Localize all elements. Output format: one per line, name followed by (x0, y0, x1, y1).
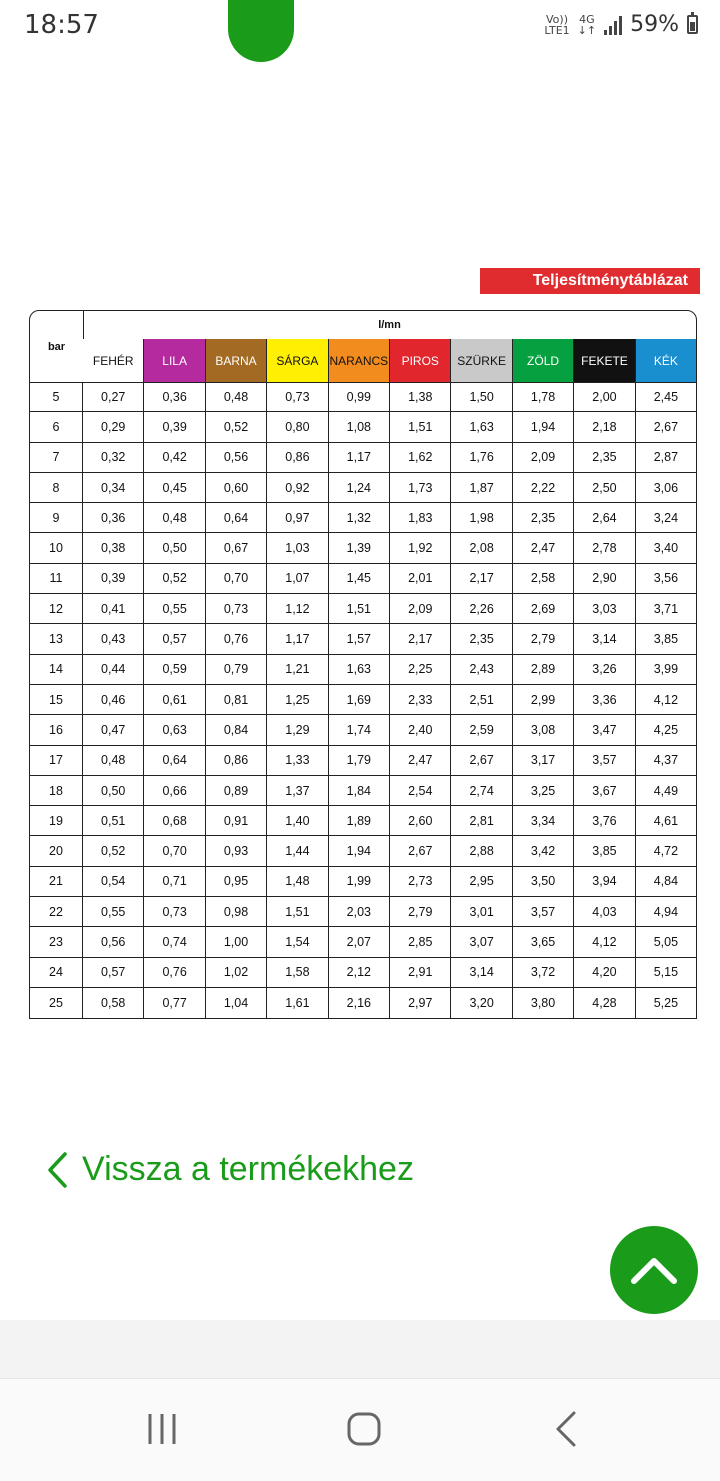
value-cell: 1,44 (267, 836, 328, 865)
column-header: BARNA (206, 339, 267, 382)
value-cell: 1,58 (267, 958, 328, 987)
value-cell: 2,22 (513, 473, 574, 502)
value-cell: 0,55 (83, 897, 144, 926)
value-cell: 3,72 (513, 958, 574, 987)
battery-icon (687, 15, 698, 34)
bar-cell: 12 (30, 594, 83, 623)
value-cell: 0,97 (267, 503, 328, 532)
value-cell: 1,51 (329, 594, 390, 623)
unit-header: l/mn (83, 311, 696, 340)
value-cell: 0,50 (144, 533, 205, 562)
bar-cell: 18 (30, 776, 83, 805)
chevron-left-icon (46, 1151, 68, 1189)
bar-cell: 5 (30, 382, 83, 411)
network-type-icon (578, 14, 596, 36)
column-headers (83, 339, 696, 383)
value-cell: 3,85 (574, 836, 635, 865)
value-cell: 1,17 (329, 443, 390, 472)
value-cell: 0,44 (83, 655, 144, 684)
value-cell: 3,94 (574, 867, 635, 896)
column-header: PIROS (390, 339, 451, 382)
value-cell: 2,07 (329, 927, 390, 956)
value-cell: 0,46 (83, 685, 144, 714)
value-cell: 2,74 (451, 776, 512, 805)
status-time: 18:57 (24, 10, 99, 40)
value-cell: 2,25 (390, 655, 451, 684)
battery-percent: 59% (630, 12, 679, 37)
value-cell: 0,54 (83, 867, 144, 896)
value-cell: 3,34 (513, 806, 574, 835)
value-cell: 2,45 (653, 389, 679, 404)
bar-cell: 21 (30, 867, 83, 896)
value-cell: 0,86 (206, 746, 267, 775)
value-cell: 3,07 (451, 927, 512, 956)
value-cell: 3,67 (574, 776, 635, 805)
back-button[interactable] (548, 1409, 584, 1449)
value-cell: 0,99 (329, 382, 390, 411)
value-cell: 1,51 (267, 897, 328, 926)
value-cell: 4,72 (653, 844, 679, 859)
value-cell: 2,16 (329, 988, 390, 1018)
value-cell: 0,74 (144, 927, 205, 956)
value-cell: 3,06 (653, 480, 679, 495)
partial-green-circle (228, 0, 294, 62)
column-header: SZÜRKE (451, 339, 512, 382)
value-cell: 0,38 (83, 533, 144, 562)
value-cell: 0,70 (206, 564, 267, 593)
value-cell: 2,40 (390, 715, 451, 744)
value-cell: 0,86 (267, 443, 328, 472)
value-cell: 2,79 (390, 897, 451, 926)
status-bar (0, 0, 720, 52)
value-cell: 4,12 (653, 692, 679, 707)
value-cell: 0,48 (83, 746, 144, 775)
value-cell: 2,47 (513, 533, 574, 562)
value-cell: 0,52 (144, 564, 205, 593)
value-cell: 0,56 (206, 443, 267, 472)
value-cell: 2,09 (390, 594, 451, 623)
value-cell: 3,57 (513, 897, 574, 926)
column-header: ZÖLD (513, 339, 574, 382)
value-cell: 2,17 (451, 564, 512, 593)
value-cell: 3,03 (574, 594, 635, 623)
recents-button[interactable] (140, 1409, 184, 1449)
value-cell: 0,51 (83, 806, 144, 835)
value-cell: 2,81 (451, 806, 512, 835)
value-cell: 0,68 (144, 806, 205, 835)
home-button[interactable] (342, 1409, 386, 1449)
table-row (30, 382, 696, 412)
value-cell: 3,14 (451, 958, 512, 987)
value-cell: 0,48 (144, 503, 205, 532)
value-cell: 0,52 (206, 412, 267, 441)
value-cell: 1,08 (329, 412, 390, 441)
value-cell: 2,88 (451, 836, 512, 865)
value-cell: 0,92 (267, 473, 328, 502)
value-cell: 0,76 (206, 624, 267, 653)
value-cell: 0,57 (144, 624, 205, 653)
value-cell: 0,64 (144, 746, 205, 775)
table-row (30, 836, 696, 866)
chevron-up-icon (630, 1255, 678, 1285)
system-nav-bar (0, 1378, 720, 1481)
value-cell: 1,83 (390, 503, 451, 532)
value-cell: 0,95 (206, 867, 267, 896)
table-row (30, 927, 696, 957)
value-cell: 2,33 (390, 685, 451, 714)
bar-cell: 20 (30, 836, 83, 865)
value-cell: 2,60 (390, 806, 451, 835)
table-row (30, 685, 696, 715)
value-cell: 1,17 (267, 624, 328, 653)
value-cell: 1,63 (451, 412, 512, 441)
value-cell: 0,64 (206, 503, 267, 532)
column-header: KÉK (636, 339, 696, 382)
value-cell: 2,79 (513, 624, 574, 653)
value-cell: 1,61 (267, 988, 328, 1018)
value-cell: 3,80 (513, 988, 574, 1018)
value-cell: 2,99 (513, 685, 574, 714)
value-cell: 1,02 (206, 958, 267, 987)
value-cell: 0,42 (144, 443, 205, 472)
column-header: LILA (144, 339, 205, 382)
scroll-to-top-button[interactable] (610, 1226, 698, 1314)
value-cell: 0,36 (83, 503, 144, 532)
value-cell: 3,25 (513, 776, 574, 805)
value-cell: 0,52 (83, 836, 144, 865)
table-row (30, 776, 696, 806)
value-cell: 2,73 (390, 867, 451, 896)
table-row (30, 715, 696, 745)
value-cell: 2,54 (390, 776, 451, 805)
value-cell: 1,00 (206, 927, 267, 956)
value-cell: 1,50 (451, 382, 512, 411)
value-cell: 1,45 (329, 564, 390, 593)
value-cell: 2,51 (451, 685, 512, 714)
bar-cell: 6 (30, 412, 83, 441)
table-row (30, 564, 696, 594)
value-cell: 1,40 (267, 806, 328, 835)
value-cell: 0,66 (144, 776, 205, 805)
value-cell: 4,37 (653, 753, 679, 768)
value-cell: 2,18 (574, 412, 635, 441)
value-cell: 0,34 (83, 473, 144, 502)
value-cell: 0,79 (206, 655, 267, 684)
bar-cell: 9 (30, 503, 83, 532)
column-header: FEKETE (574, 339, 635, 382)
value-cell: 0,81 (206, 685, 267, 714)
value-cell: 0,29 (83, 412, 144, 441)
value-cell: 4,84 (653, 874, 679, 889)
value-cell: 0,61 (144, 685, 205, 714)
recents-icon (145, 1412, 179, 1446)
table-row (30, 655, 696, 685)
value-cell: 1,63 (329, 655, 390, 684)
table-banner (480, 268, 700, 294)
value-cell: 2,78 (574, 533, 635, 562)
value-cell: 1,94 (513, 412, 574, 441)
value-cell: 0,39 (144, 412, 205, 441)
value-cell: 1,39 (329, 533, 390, 562)
table-row (30, 594, 696, 624)
value-cell: 2,26 (451, 594, 512, 623)
value-cell: 2,89 (513, 655, 574, 684)
value-cell: 3,20 (451, 988, 512, 1018)
value-cell: 0,39 (83, 564, 144, 593)
value-cell: 3,47 (574, 715, 635, 744)
table-row (30, 746, 696, 776)
value-cell: 0,41 (83, 594, 144, 623)
table-row (30, 443, 696, 473)
value-cell: 0,71 (144, 867, 205, 896)
value-cell: 2,35 (574, 443, 635, 472)
volte-top: Vo)) (546, 12, 568, 26)
value-cell: 3,17 (513, 746, 574, 775)
bar-cell: 22 (30, 897, 83, 926)
value-cell: 1,32 (329, 503, 390, 532)
table-row (30, 503, 696, 533)
value-cell: 4,25 (653, 722, 679, 737)
value-cell: 0,84 (206, 715, 267, 744)
value-cell: 1,07 (267, 564, 328, 593)
value-cell: 3,71 (653, 601, 679, 616)
value-cell: 0,32 (83, 443, 144, 472)
value-cell: 0,45 (144, 473, 205, 502)
value-cell: 0,59 (144, 655, 205, 684)
value-cell: 0,57 (83, 958, 144, 987)
value-cell: 2,08 (451, 533, 512, 562)
value-cell: 1,33 (267, 746, 328, 775)
value-cell: 3,76 (574, 806, 635, 835)
value-cell: 1,89 (329, 806, 390, 835)
value-cell: 1,73 (390, 473, 451, 502)
value-cell: 1,87 (451, 473, 512, 502)
banner-title: Teljesítménytáblázat (532, 272, 688, 289)
value-cell: 0,48 (206, 382, 267, 411)
value-cell: 4,49 (653, 783, 679, 798)
value-cell: 2,90 (574, 564, 635, 593)
page-footer (0, 1320, 720, 1378)
value-cell: 2,58 (513, 564, 574, 593)
value-cell: 2,91 (390, 958, 451, 987)
table-row (30, 806, 696, 836)
value-cell: 2,35 (451, 624, 512, 653)
value-cell: 3,42 (513, 836, 574, 865)
bar-cell: 11 (30, 564, 83, 593)
back-icon (554, 1411, 578, 1447)
value-cell: 3,36 (574, 685, 635, 714)
value-cell: 2,67 (390, 836, 451, 865)
value-cell: 1,94 (329, 836, 390, 865)
value-cell: 0,73 (206, 594, 267, 623)
value-cell: 1,12 (267, 594, 328, 623)
value-cell: 0,77 (144, 988, 205, 1018)
performance-table (29, 310, 697, 1019)
value-cell: 0,27 (83, 382, 144, 411)
column-header: SÁRGA (267, 339, 328, 382)
bar-cell: 13 (30, 624, 83, 653)
value-cell: 1,51 (390, 412, 451, 441)
table-row (30, 473, 696, 503)
value-cell: 0,36 (144, 382, 205, 411)
value-cell: 3,14 (574, 624, 635, 653)
value-cell: 0,76 (144, 958, 205, 987)
value-cell: 2,17 (390, 624, 451, 653)
value-cell: 4,03 (574, 897, 635, 926)
value-cell: 5,05 (653, 934, 679, 949)
value-cell: 1,78 (513, 382, 574, 411)
network-bottom: ↓↑ (577, 23, 597, 37)
value-cell: 0,55 (144, 594, 205, 623)
value-cell: 1,99 (329, 867, 390, 896)
value-cell: 1,62 (390, 443, 451, 472)
value-cell: 3,01 (451, 897, 512, 926)
table-row (30, 897, 696, 927)
value-cell: 3,65 (513, 927, 574, 956)
value-cell: 1,29 (267, 715, 328, 744)
value-cell: 2,43 (451, 655, 512, 684)
signal-icon (604, 15, 622, 35)
value-cell: 3,57 (574, 746, 635, 775)
bar-cell: 24 (30, 958, 83, 987)
bar-cell: 16 (30, 715, 83, 744)
bar-cell: 25 (30, 988, 83, 1018)
value-cell: 3,56 (653, 571, 679, 586)
value-cell: 3,24 (653, 510, 679, 525)
value-cell: 1,57 (329, 624, 390, 653)
value-cell: 2,12 (329, 958, 390, 987)
value-cell: 3,40 (653, 541, 679, 556)
value-cell: 4,12 (574, 927, 635, 956)
table-row (30, 958, 696, 988)
value-cell: 2,00 (574, 382, 635, 411)
table-row (30, 412, 696, 442)
value-cell: 1,25 (267, 685, 328, 714)
value-cell: 2,35 (513, 503, 574, 532)
value-cell: 0,91 (206, 806, 267, 835)
home-icon (346, 1411, 382, 1447)
bar-header: bar (30, 311, 84, 383)
value-cell: 0,50 (83, 776, 144, 805)
bar-cell: 19 (30, 806, 83, 835)
table-row (30, 988, 696, 1018)
value-cell: 1,21 (267, 655, 328, 684)
value-cell: 1,98 (451, 503, 512, 532)
value-cell: 2,67 (653, 419, 679, 434)
value-cell: 1,48 (267, 867, 328, 896)
value-cell: 1,69 (329, 685, 390, 714)
table-row (30, 533, 696, 563)
value-cell: 5,25 (653, 996, 679, 1011)
table-row (30, 867, 696, 897)
bar-cell: 7 (30, 443, 83, 472)
value-cell: 1,37 (267, 776, 328, 805)
status-icons (544, 12, 698, 37)
value-cell: 0,93 (206, 836, 267, 865)
back-to-products-link[interactable] (46, 1150, 414, 1189)
value-cell: 0,60 (206, 473, 267, 502)
value-cell: 1,74 (329, 715, 390, 744)
value-cell: 0,67 (206, 533, 267, 562)
volte-bottom: LTE1 (544, 23, 570, 37)
value-cell: 1,03 (267, 533, 328, 562)
value-cell: 2,97 (390, 988, 451, 1018)
value-cell: 1,84 (329, 776, 390, 805)
value-cell: 1,04 (206, 988, 267, 1018)
bar-cell: 8 (30, 473, 83, 502)
value-cell: 2,69 (513, 594, 574, 623)
value-cell: 0,73 (267, 382, 328, 411)
value-cell: 0,70 (144, 836, 205, 865)
value-cell: 3,26 (574, 655, 635, 684)
value-cell: 0,73 (144, 897, 205, 926)
value-cell: 2,09 (513, 443, 574, 472)
value-cell: 2,85 (390, 927, 451, 956)
value-cell: 2,03 (329, 897, 390, 926)
value-cell: 4,28 (574, 988, 635, 1018)
value-cell: 2,01 (390, 564, 451, 593)
value-cell: 0,98 (206, 897, 267, 926)
column-header: FEHÉR (83, 339, 144, 382)
value-cell: 0,80 (267, 412, 328, 441)
value-cell: 3,99 (653, 662, 679, 677)
value-cell: 4,61 (653, 813, 679, 828)
value-cell: 2,59 (451, 715, 512, 744)
value-cell: 1,24 (329, 473, 390, 502)
value-cell: 1,79 (329, 746, 390, 775)
table-row (30, 624, 696, 654)
value-cell: 0,47 (83, 715, 144, 744)
value-cell: 4,20 (574, 958, 635, 987)
back-link-label: Vissza a termékekhez (82, 1150, 414, 1188)
bar-cell: 14 (30, 655, 83, 684)
bar-cell: 23 (30, 927, 83, 956)
table-body (30, 382, 696, 1018)
value-cell: 2,64 (574, 503, 635, 532)
bar-cell: 17 (30, 746, 83, 775)
value-cell: 2,47 (390, 746, 451, 775)
value-cell: 1,38 (390, 382, 451, 411)
value-cell: 5,15 (653, 965, 679, 980)
value-cell: 2,95 (451, 867, 512, 896)
bar-cell: 10 (30, 533, 83, 562)
value-cell: 0,63 (144, 715, 205, 744)
value-cell: 3,50 (513, 867, 574, 896)
column-header: NARANCS (329, 339, 390, 382)
value-cell: 1,76 (451, 443, 512, 472)
value-cell: 2,50 (574, 473, 635, 502)
value-cell: 0,89 (206, 776, 267, 805)
value-cell: 0,58 (83, 988, 144, 1018)
network-top: 4G (579, 12, 595, 26)
value-cell: 3,08 (513, 715, 574, 744)
volte-icon (544, 14, 569, 36)
value-cell: 0,56 (83, 927, 144, 956)
value-cell: 2,87 (653, 450, 679, 465)
value-cell: 3,85 (653, 632, 679, 647)
value-cell: 4,94 (653, 904, 679, 919)
bar-cell: 15 (30, 685, 83, 714)
value-cell: 1,92 (390, 533, 451, 562)
value-cell: 0,43 (83, 624, 144, 653)
value-cell: 2,67 (451, 746, 512, 775)
value-cell: 1,54 (267, 927, 328, 956)
